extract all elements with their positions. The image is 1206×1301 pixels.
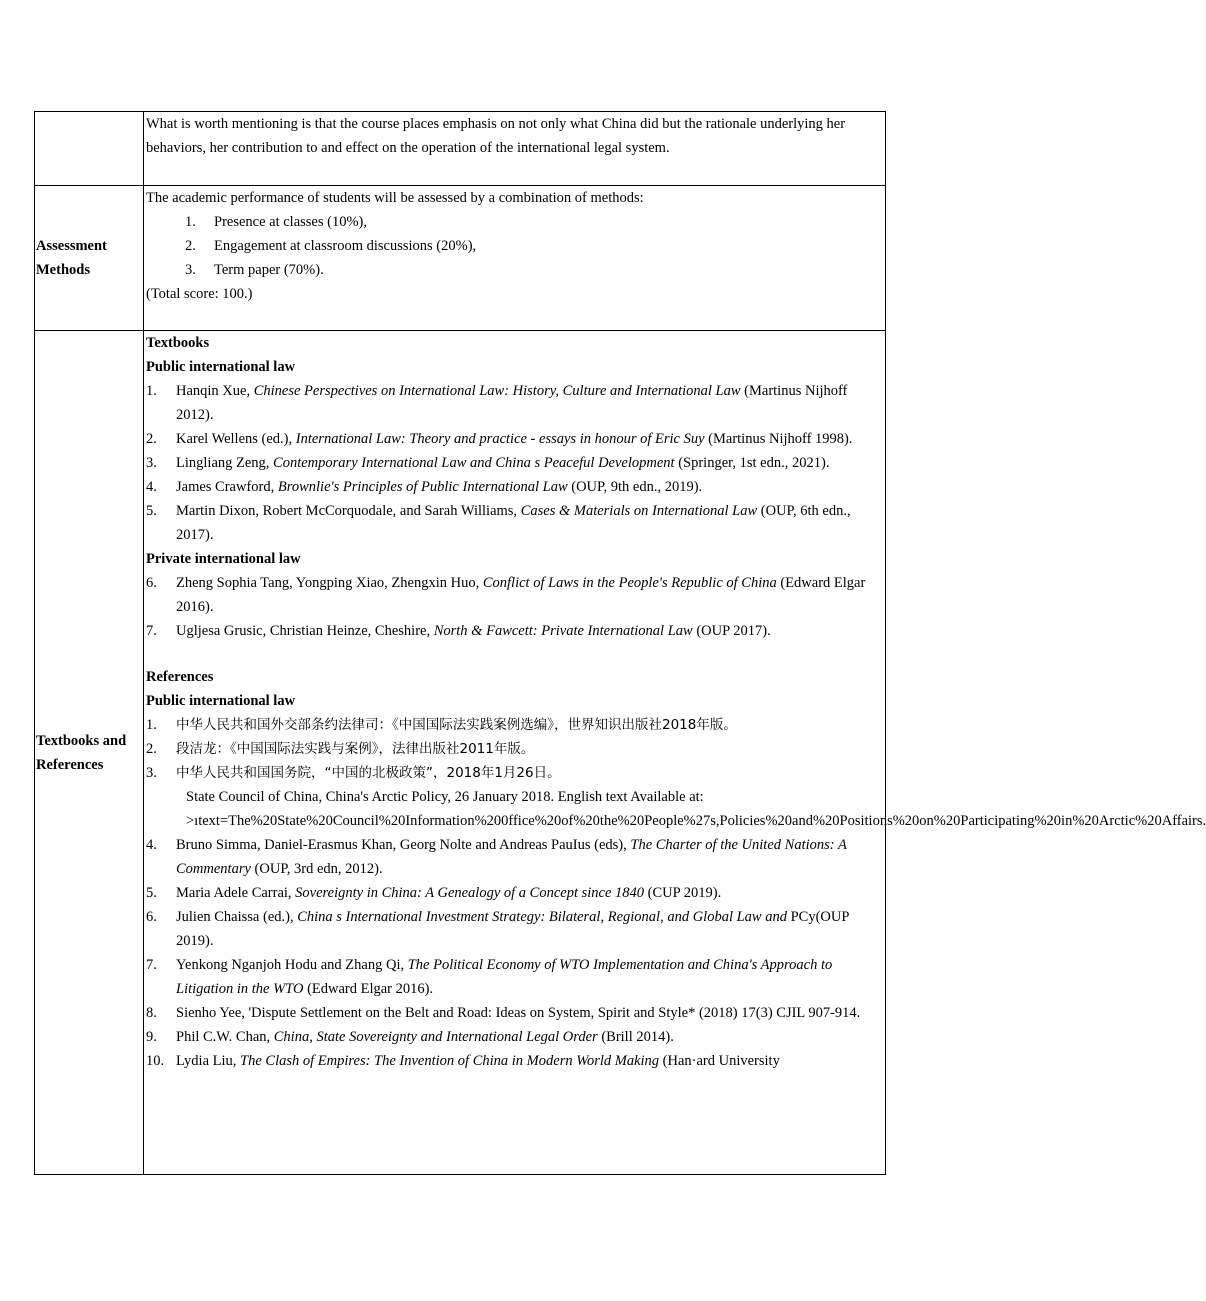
- item-number: 1.: [146, 383, 157, 399]
- item-publisher: (CUP 2019).: [644, 885, 722, 901]
- item-publisher: (OUP, 3rd edn, 2012).: [250, 861, 383, 877]
- list-item: [146, 1049, 884, 1073]
- item-title: International Law: Theory and practice - essays in honour of Eric Suy: [295, 431, 705, 447]
- item-text: Martin Dixon, Robert McCorquodale, and Sarah Williams,: [176, 503, 521, 519]
- table-row: [35, 186, 886, 331]
- course-table: [34, 111, 1206, 1175]
- list-item: [146, 881, 884, 905]
- references-list: [146, 713, 884, 785]
- item-publisher: (OUP 2017).: [692, 623, 771, 639]
- intro-text: What is worth mentioning is that the course places emphasis on not only what China did but the rationale underlying her behaviors, her contribution to and effect on the operation of the international legal system.: [146, 116, 846, 156]
- item-publisher: (Martinus Nijhoff 1998).: [704, 431, 853, 447]
- list-item: [146, 713, 884, 737]
- item-publisher: (OUP, 6th edn., 2017).: [176, 503, 851, 543]
- assessment-total: (Total score: 100.): [146, 286, 253, 302]
- assessment-intro: The academic performance of students will be assessed by a combination of methods:: [146, 190, 644, 206]
- list-item: [146, 1001, 884, 1025]
- item-number: 2.: [185, 238, 196, 254]
- list-item: [146, 427, 884, 451]
- list-item: [146, 905, 884, 953]
- item-text: 中华人民共和国外交部条约法律司：《中国国际法实践案例选编》，世界知识出版社2018年版。: [176, 717, 737, 733]
- item-number: 5.: [146, 503, 157, 519]
- ref-public-heading: Public international law: [146, 693, 296, 709]
- item-text: Sienho Yee, 'Dispute Settlement on the Belt and Road: Ideas on System, Spirit and Style* (2018) 17(3) CJIL 907-914.: [176, 1005, 861, 1021]
- item-title: Cases & Materials on International Law: [520, 503, 758, 519]
- item-number: 3.: [146, 455, 157, 471]
- item-text: Karel Wellens (ed.),: [176, 431, 296, 447]
- assessment-item: [146, 210, 884, 234]
- assessment-list: [146, 210, 884, 282]
- item-text: James Crawford,: [176, 479, 278, 495]
- item-text: Maria Adele Carrai,: [176, 885, 296, 901]
- item-title: The Political Economy of WTO Implementation and China's Approach to Litigation in the WTO: [176, 957, 833, 997]
- item-number: 2.: [146, 431, 157, 447]
- item-text: Bruno Simma, Daniel-Erasmus Khan, Georg Nolte and Andreas PauIus (eds),: [176, 837, 631, 853]
- assessment-item: [146, 234, 884, 258]
- item-number: 3.: [146, 765, 157, 781]
- item-title: Sovereignty in China: A Genealogy of a Concept since 1840: [295, 885, 645, 901]
- table-row: [35, 112, 886, 186]
- item-title: Contemporary International Law and China s Peaceful Development: [273, 455, 675, 471]
- item-number: 9.: [146, 1029, 157, 1045]
- item-title: Chinese Perspectives on International Law: History, Culture and International Law: [253, 383, 741, 399]
- list-item: [146, 451, 884, 475]
- list-item: [146, 833, 884, 881]
- row-label-empty: [35, 112, 144, 186]
- item-title: The Charter of the United Nations: A Commentary: [176, 837, 847, 877]
- item-number: 1.: [146, 717, 157, 733]
- assessment-cell: [144, 186, 886, 331]
- textbooks-heading: Textbooks: [146, 335, 210, 351]
- list-item: [146, 619, 884, 643]
- list-item: [146, 953, 884, 1001]
- spacer: [146, 643, 884, 665]
- item-number: 8.: [146, 1005, 157, 1021]
- item-publisher: (Springer, 1st edn., 2021).: [674, 455, 830, 471]
- list-item: [146, 761, 884, 785]
- list-item: [146, 737, 884, 761]
- item-number: 10.: [146, 1053, 165, 1069]
- textbooks-label: Textbooks and References: [35, 331, 144, 1175]
- list-item: [146, 475, 884, 499]
- item-number: 5.: [146, 885, 157, 901]
- list-item: [146, 499, 884, 547]
- item-title: The Clash of Empires: The Invention of China in Modern World Making: [240, 1053, 660, 1069]
- item-number: 7.: [146, 957, 157, 973]
- item-text: Julien Chaissa (ed.),: [176, 909, 298, 925]
- item-text: Zheng Sophia Tang, Yongping Xiao, Zhengxin Huo,: [176, 575, 483, 591]
- item-text: Presence at classes (10%),: [214, 214, 367, 230]
- item-title: China s International Investment Strategy: Bilateral, Regional, and Global Law and: [297, 909, 787, 925]
- item-text: Ugljesa Grusic, Christian Heinze, Cheshire,: [176, 623, 434, 639]
- item-title: China, State Sovereignty and International Legal Order: [273, 1029, 598, 1045]
- item-number: 4.: [146, 837, 157, 853]
- item-number: 6.: [146, 575, 157, 591]
- private-heading: Private international law: [146, 551, 301, 567]
- item-number: 2.: [146, 741, 157, 757]
- list-item: [146, 379, 884, 427]
- item-text: Lingliang Zeng,: [176, 455, 274, 471]
- references-list-b: [146, 833, 884, 1073]
- item-publisher: (Martinus Nijhoff 2012).: [176, 383, 848, 423]
- item-text: Hanqin Xue,: [176, 383, 254, 399]
- table-row: [35, 331, 886, 1175]
- list-item: [146, 571, 884, 619]
- item-number: 1.: [185, 214, 196, 230]
- item-title: North & Fawcett: Private International Law: [433, 623, 693, 639]
- item-text: 段洁龙：《中国国际法实践与案例》，法律出版社2011年版。: [176, 741, 535, 757]
- item-publisher: (OUP, 9th edn., 2019).: [567, 479, 703, 495]
- item-text: Engagement at classroom discussions (20%),: [214, 238, 477, 254]
- public-heading: Public international law: [146, 359, 296, 375]
- item-publisher: (Edward Elgar 2016).: [303, 981, 434, 997]
- assessment-item: [146, 258, 884, 282]
- public-list: [146, 379, 884, 547]
- item-publisher: (Brill 2014).: [597, 1029, 674, 1045]
- private-list: [146, 571, 884, 643]
- item-title: Conflict of Laws in the People's Republic of China: [482, 575, 777, 591]
- assessment-label: Assessment Methods: [35, 186, 144, 331]
- item-text: Term paper (70%).: [214, 262, 324, 278]
- ref3-note: State Council of China, China's Arctic Policy, 26 January 2018. English text Available at: >ıtext=The%20State%20Council%20Information%200ffice%20of%20the%20People%27s,Policies%20and%20Positions%20on%20Participating%20in%20Arctic%20Affairs.: [186, 789, 1206, 829]
- item-publisher: (Edward Elgar 2016).: [176, 575, 866, 615]
- item-text: Phil C.W. Chan,: [176, 1029, 274, 1045]
- item-text: Lydia Liu,: [176, 1053, 241, 1069]
- references-heading: References: [146, 669, 214, 685]
- item-number: 3.: [185, 262, 196, 278]
- item-text: 中华人民共和国国务院，“中国的北极政策”，2018年1月26日。: [176, 765, 561, 781]
- item-publisher: PCy(OUP 2019).: [176, 909, 849, 949]
- textbooks-cell: [144, 331, 1206, 1175]
- list-item: [146, 1025, 884, 1049]
- item-publisher: (Han·ard University: [659, 1053, 780, 1069]
- item-number: 7.: [146, 623, 157, 639]
- item-number: 4.: [146, 479, 157, 495]
- intro-cell: [144, 112, 886, 186]
- item-title: Brownlie's Principles of Public International Law: [277, 479, 568, 495]
- item-text: Yenkong Nganjoh Hodu and Zhang Qi,: [176, 957, 408, 973]
- item-number: 6.: [146, 909, 157, 925]
